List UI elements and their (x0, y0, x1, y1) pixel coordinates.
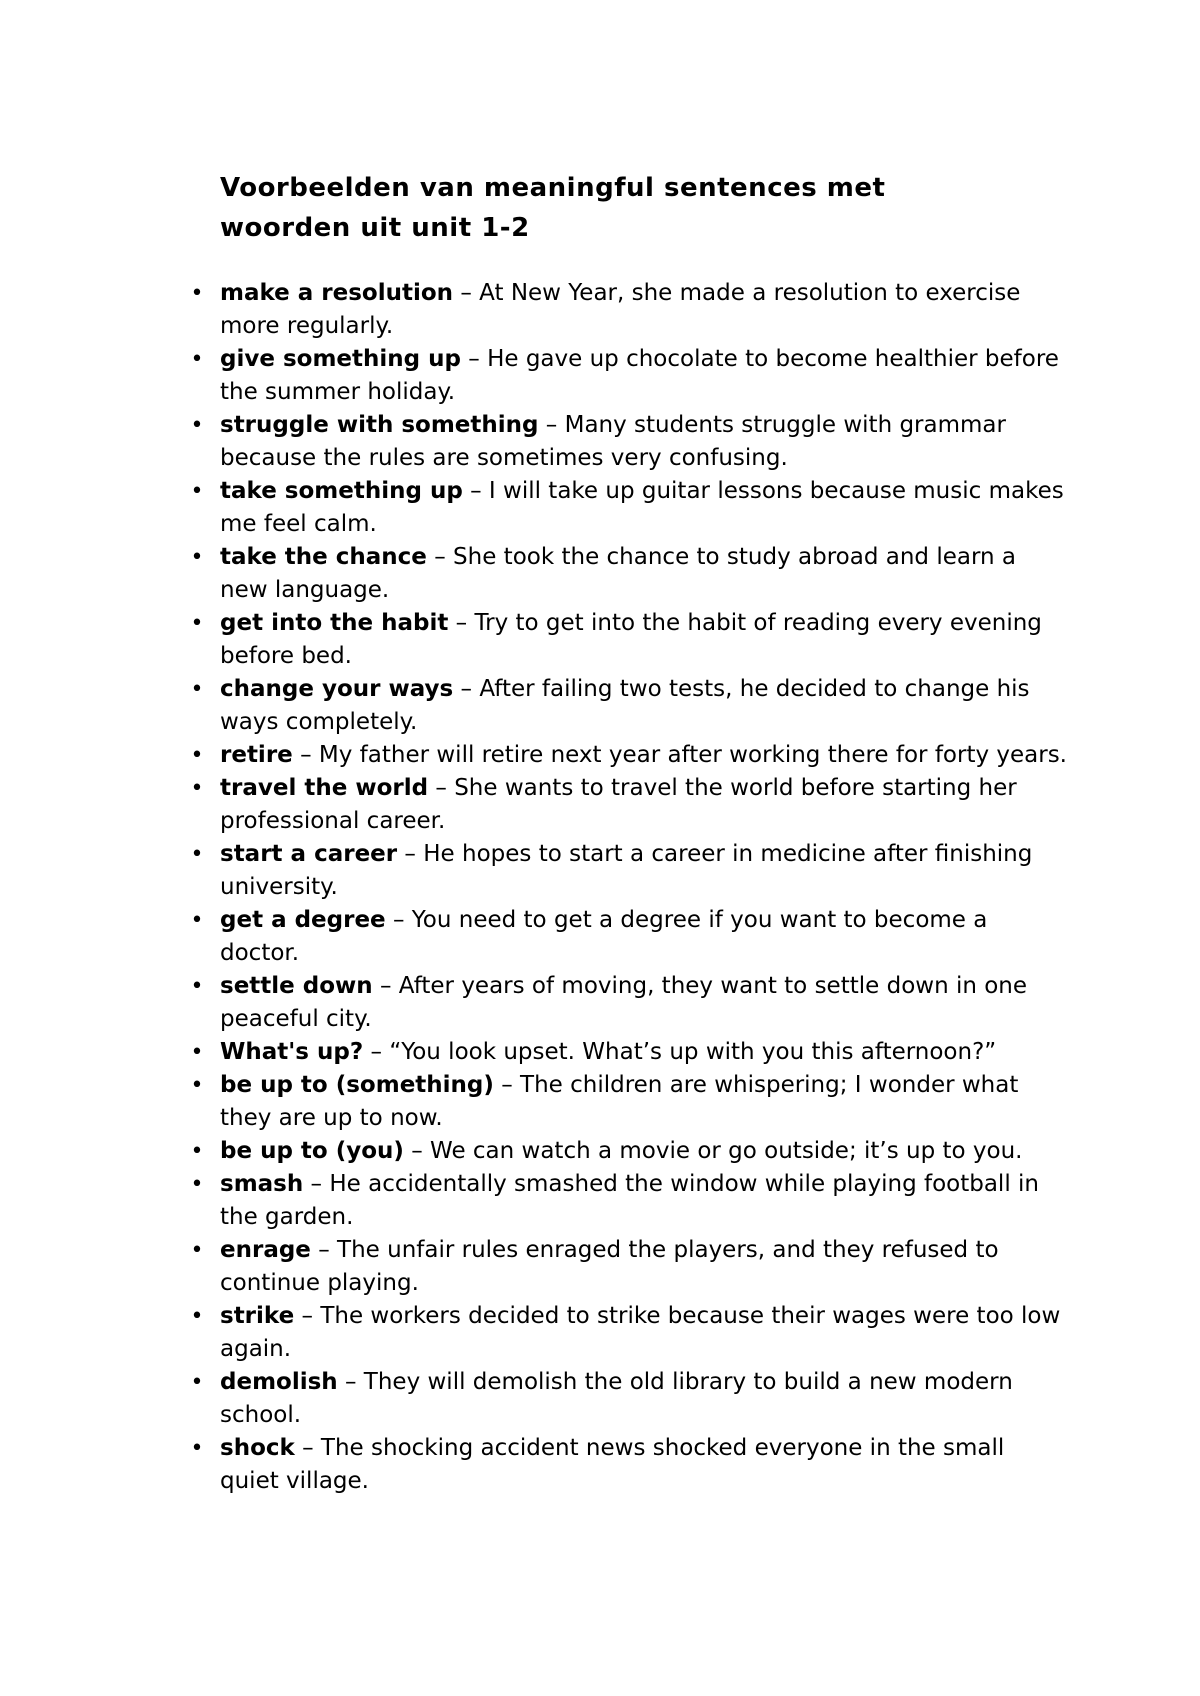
separator: – (310, 1237, 338, 1263)
separator: – (292, 742, 319, 768)
vocab-term: change your ways (220, 676, 454, 702)
example-sentence: After failing two tests, he decided to change his ways completely. (220, 676, 1030, 735)
list-item (190, 1432, 1070, 1498)
list-item (190, 1069, 1070, 1135)
bullet-icon: • (190, 281, 204, 306)
separator: – (303, 1171, 330, 1197)
list-item (190, 1168, 1070, 1234)
list-item (190, 1300, 1070, 1366)
example-sentence: The workers decided to strike because their wages were too low again. (220, 1303, 1061, 1362)
vocab-term: take the chance (220, 544, 427, 570)
bullet-icon: • (190, 1436, 204, 1461)
bullet-icon: • (190, 545, 204, 570)
separator: – (453, 280, 480, 306)
separator: – (294, 1303, 321, 1329)
list-item (190, 1036, 1070, 1069)
example-sentence: They will demolish the old library to build a new modern school. (220, 1369, 1013, 1428)
vocab-term: retire (220, 742, 293, 768)
example-sentence: I will take up guitar lessons because music makes me feel calm. (220, 478, 1064, 537)
bullet-icon: • (190, 1172, 204, 1197)
separator: – (372, 973, 399, 999)
example-sentence: The children are whispering; I wonder what they are up to now. (220, 1072, 1019, 1131)
bullet-icon: • (190, 677, 204, 702)
bullet-icon: • (190, 1238, 204, 1263)
list-item (190, 1366, 1070, 1432)
vocab-term: make a resolution (220, 280, 454, 306)
list-item (190, 772, 1070, 838)
bullet-icon: • (190, 974, 204, 999)
example-sentence: He hopes to start a career in medicine after finishing university. (220, 841, 1033, 900)
vocab-term: strike (220, 1303, 295, 1329)
bullet-icon: • (190, 413, 204, 438)
vocab-term: be up to (something) (220, 1072, 494, 1098)
bullet-icon: • (190, 611, 204, 636)
separator: – (337, 1369, 364, 1395)
vocab-term: get a degree (220, 907, 386, 933)
example-sentence: You need to get a degree if you want to become a doctor. (220, 907, 988, 966)
vocab-term: get into the habit (220, 610, 449, 636)
vocab-term: demolish (220, 1369, 338, 1395)
example-sentence: He accidentally smashed the window while playing football in the garden. (220, 1171, 1039, 1230)
separator: – (428, 775, 455, 801)
example-sentence: My father will retire next year after working there for forty years. (318, 742, 1067, 768)
vocab-term: be up to (you) (220, 1138, 404, 1164)
separator: – (460, 346, 488, 372)
bullet-icon: • (190, 776, 204, 801)
bullet-icon: • (190, 1370, 204, 1395)
list-item (190, 1234, 1070, 1300)
vocab-term: smash (220, 1171, 304, 1197)
separator: – (385, 907, 412, 933)
separator: – (462, 478, 489, 504)
separator: – (538, 412, 565, 438)
vocab-term: take something up (220, 478, 463, 504)
separator: – (363, 1039, 390, 1065)
list-item (190, 343, 1070, 409)
list-item (190, 673, 1070, 739)
example-sentence: At New Year, she made a resolution to exercise more regularly. (220, 280, 1021, 339)
list-item (190, 409, 1070, 475)
example-sentence: Try to get into the habit of reading every evening before bed. (220, 610, 1042, 669)
bullet-icon: • (190, 347, 204, 372)
vocab-term: give something up (220, 346, 461, 372)
separator: – (453, 676, 480, 702)
bullet-icon: • (190, 1139, 204, 1164)
vocabulary-list (190, 277, 1070, 1498)
list-item (190, 904, 1070, 970)
vocab-term: What's up? (220, 1039, 364, 1065)
list-item (190, 277, 1070, 343)
separator: – (448, 610, 475, 636)
example-sentence: After years of moving, they want to settle down in one peaceful city. (220, 973, 1028, 1032)
list-item (190, 970, 1070, 1036)
bullet-icon: • (190, 842, 204, 867)
document-title: Voorbeelden van meaningful sentences met woorden uit unit 1-2 (220, 173, 886, 243)
vocab-term: settle down (220, 973, 373, 999)
bullet-icon: • (190, 1040, 204, 1065)
vocab-term: struggle with something (220, 412, 539, 438)
example-sentence: “You look upset. What’s up with you this afternoon?” (389, 1039, 997, 1065)
vocab-term: start a career (220, 841, 398, 867)
list-item (190, 739, 1070, 772)
separator: – (403, 1138, 431, 1164)
example-sentence: We can watch a movie or go outside; it’s up to you. (430, 1138, 1023, 1164)
bullet-icon: • (190, 1304, 204, 1329)
example-sentence: She wants to travel the world before starting her professional career. (220, 775, 1017, 834)
vocab-term: shock (220, 1435, 295, 1461)
bullet-icon: • (190, 743, 204, 768)
separator: – (426, 544, 454, 570)
separator: – (493, 1072, 521, 1098)
example-sentence: Many students struggle with grammar because the rules are sometimes very confusing. (220, 412, 1006, 471)
bullet-icon: • (190, 1073, 204, 1098)
list-item (190, 1135, 1070, 1168)
bullet-icon: • (190, 908, 204, 933)
bullet-icon: • (190, 479, 204, 504)
example-sentence: She took the chance to study abroad and learn a new language. (220, 544, 1017, 603)
list-item (190, 607, 1070, 673)
list-item (190, 475, 1070, 541)
vocab-term: enrage (220, 1237, 311, 1263)
list-item (190, 838, 1070, 904)
example-sentence: The shocking accident news shocked everyone in the small quiet village. (220, 1435, 1005, 1494)
vocab-term: travel the world (220, 775, 429, 801)
list-item (190, 541, 1070, 607)
separator: – (397, 841, 424, 867)
example-sentence: The unfair rules enraged the players, and they refused to continue playing. (220, 1237, 999, 1296)
separator: – (294, 1435, 321, 1461)
example-sentence: He gave up chocolate to become healthier before the summer holiday. (220, 346, 1059, 405)
